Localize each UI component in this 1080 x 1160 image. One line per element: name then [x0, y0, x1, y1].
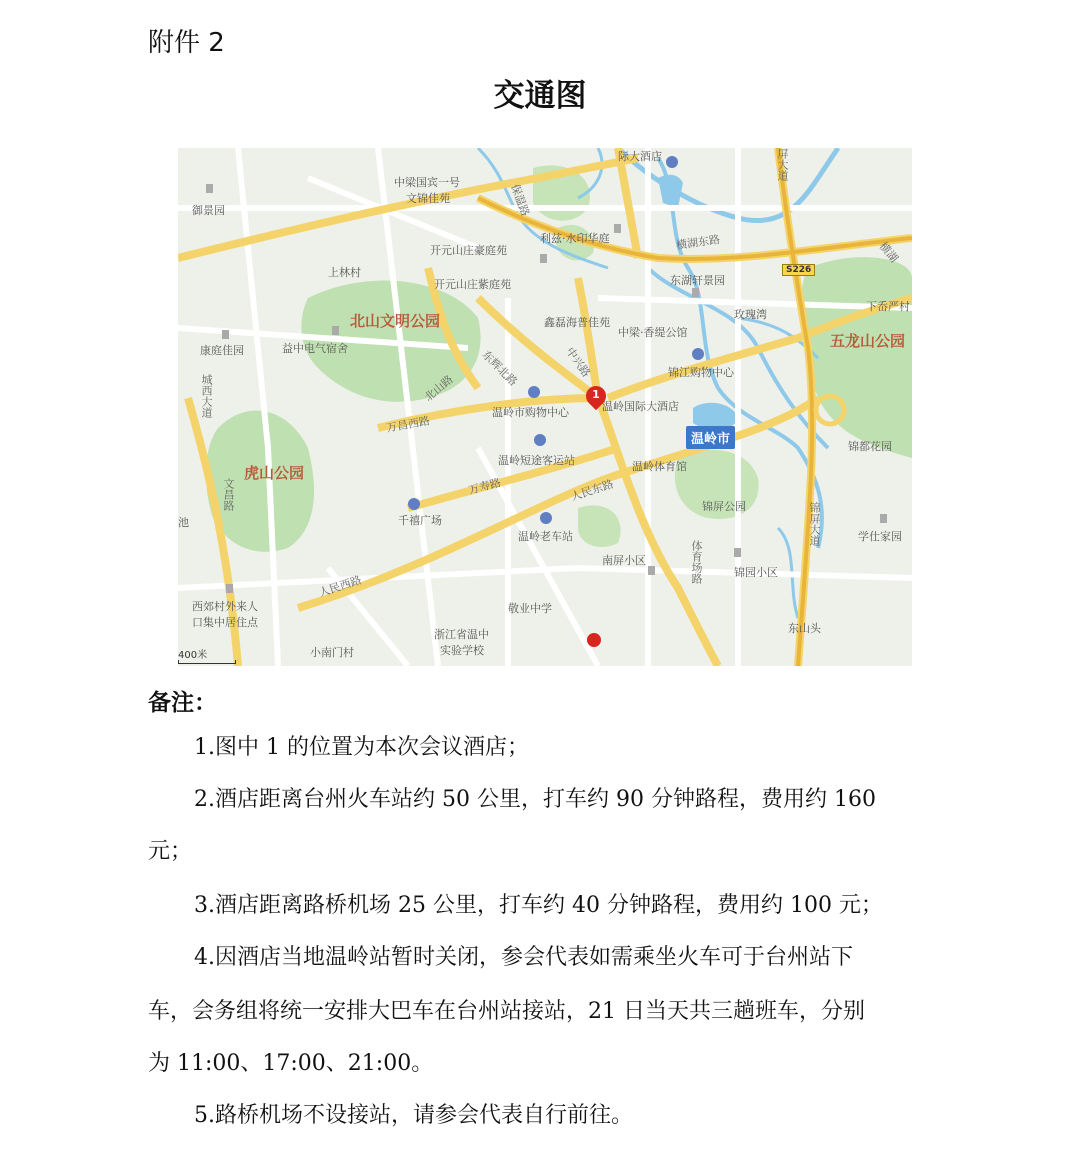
scale-label: 400米 — [178, 650, 208, 661]
place-label: 南屏小区 — [602, 554, 646, 567]
scale-bar — [178, 660, 236, 664]
road-label: 横湖东路 — [675, 232, 721, 252]
place-label: 温岭国际大酒店 — [602, 400, 679, 413]
page-title: 交通图 — [493, 78, 587, 114]
place-label: 东湖轩景园 — [670, 274, 725, 287]
route-shield: S226 — [782, 264, 815, 276]
place-label: 御景园 — [192, 204, 225, 217]
place-label: 浙江省温中 — [434, 628, 489, 641]
road-label: 屏大道 — [776, 148, 789, 181]
place-label: 温岭体育馆 — [632, 460, 687, 473]
place-label: 锦江购物中心 — [668, 366, 734, 379]
hotel-marker-number: 1 — [592, 388, 600, 401]
place-label: 中梁·香缇公馆 — [618, 326, 688, 339]
note-item: 5.路桥机场不设接站，请参会代表自行前往。 — [194, 1103, 633, 1128]
place-label: 小南门村 — [310, 646, 354, 659]
note-item: 车，会务组将统一安排大巴车在台州站接站，21 日当天共三趟班车，分别 — [148, 999, 865, 1024]
place-label: 锦园小区 — [734, 566, 778, 579]
place-label: 玫瑰湾 — [734, 308, 767, 321]
place-label: 文锦佳苑 — [406, 192, 450, 205]
notes-heading: 备注： — [148, 689, 217, 716]
road-label: 横湖 — [876, 239, 901, 265]
road-label: 万昌西路 — [385, 414, 431, 435]
park-label: 北山文明公园 — [350, 312, 441, 330]
place-label: 实验学校 — [440, 644, 484, 657]
place-label: 上林村 — [328, 266, 361, 279]
place-label: 开元山庄豪庭苑 — [430, 244, 507, 257]
road-label: 锦屏大道 — [808, 502, 821, 546]
place-label: 千禧广场 — [398, 514, 442, 527]
road-label: 万寿路 — [467, 475, 503, 498]
place-label: 益中电气宿舍 — [282, 342, 348, 355]
road-label: 东辉北路 — [479, 348, 520, 389]
park-label: 五龙山公园 — [830, 332, 906, 350]
place-label: 鑫磊海普佳苑 — [544, 316, 610, 329]
place-label: 开元山庄紫庭苑 — [434, 278, 511, 291]
note-item: 元； — [148, 839, 193, 864]
road-label: 人民东路 — [569, 477, 616, 504]
place-label: 西郊村外来人 — [192, 600, 258, 613]
annex-label: 附件 2 — [148, 28, 225, 58]
road-label: 城西大道 — [200, 374, 213, 418]
place-label: 东山头 — [788, 622, 821, 635]
note-item: 2.酒店距离台州火车站约 50 公里，打车约 90 分钟路程，费用约 160 — [194, 787, 876, 812]
place-label: 下岙严村 — [866, 300, 910, 313]
road-label: 体育场路 — [690, 540, 703, 584]
place-label: 温岭短途客运站 — [498, 454, 575, 467]
place-label: 锦屏公园 — [702, 500, 746, 513]
park-label: 虎山公园 — [244, 464, 305, 482]
place-label: 际大酒店 — [618, 150, 662, 163]
note-item: 3.酒店距离路桥机场 25 公里，打车约 40 分钟路程，费用约 100 元； — [194, 893, 883, 918]
road-label: 人民西路 — [317, 573, 364, 600]
place-label: 温岭老车站 — [518, 530, 573, 543]
place-label: 学仕家园 — [858, 530, 902, 543]
place-label: 敬业中学 — [508, 602, 552, 615]
road-label: 北山路 — [422, 372, 456, 404]
note-item: 4.因酒店当地温岭站暂时关闭，参会代表如需乘坐火车可于台州站下 — [194, 945, 853, 970]
traffic-map — [178, 148, 912, 666]
note-item: 为 11:00、17:00、21:00。 — [148, 1051, 434, 1076]
note-item: 1.图中 1 的位置为本次会议酒店； — [194, 735, 529, 760]
place-label: 利兹·水印华庭 — [540, 232, 610, 245]
place-label: 池 — [178, 516, 189, 529]
place-label: 中梁国宾一号 — [394, 176, 460, 189]
place-label: 康庭佳园 — [200, 344, 244, 357]
place-label: 锦都花园 — [848, 440, 892, 453]
road-label: 中兴路 — [563, 345, 593, 380]
road-label: 文昌路 — [222, 478, 235, 511]
road-label: 保温路 — [508, 182, 532, 218]
city-label: 温岭市 — [686, 426, 735, 449]
place-label: 温岭市购物中心 — [492, 406, 569, 419]
place-label: 口集中居住点 — [192, 616, 258, 629]
